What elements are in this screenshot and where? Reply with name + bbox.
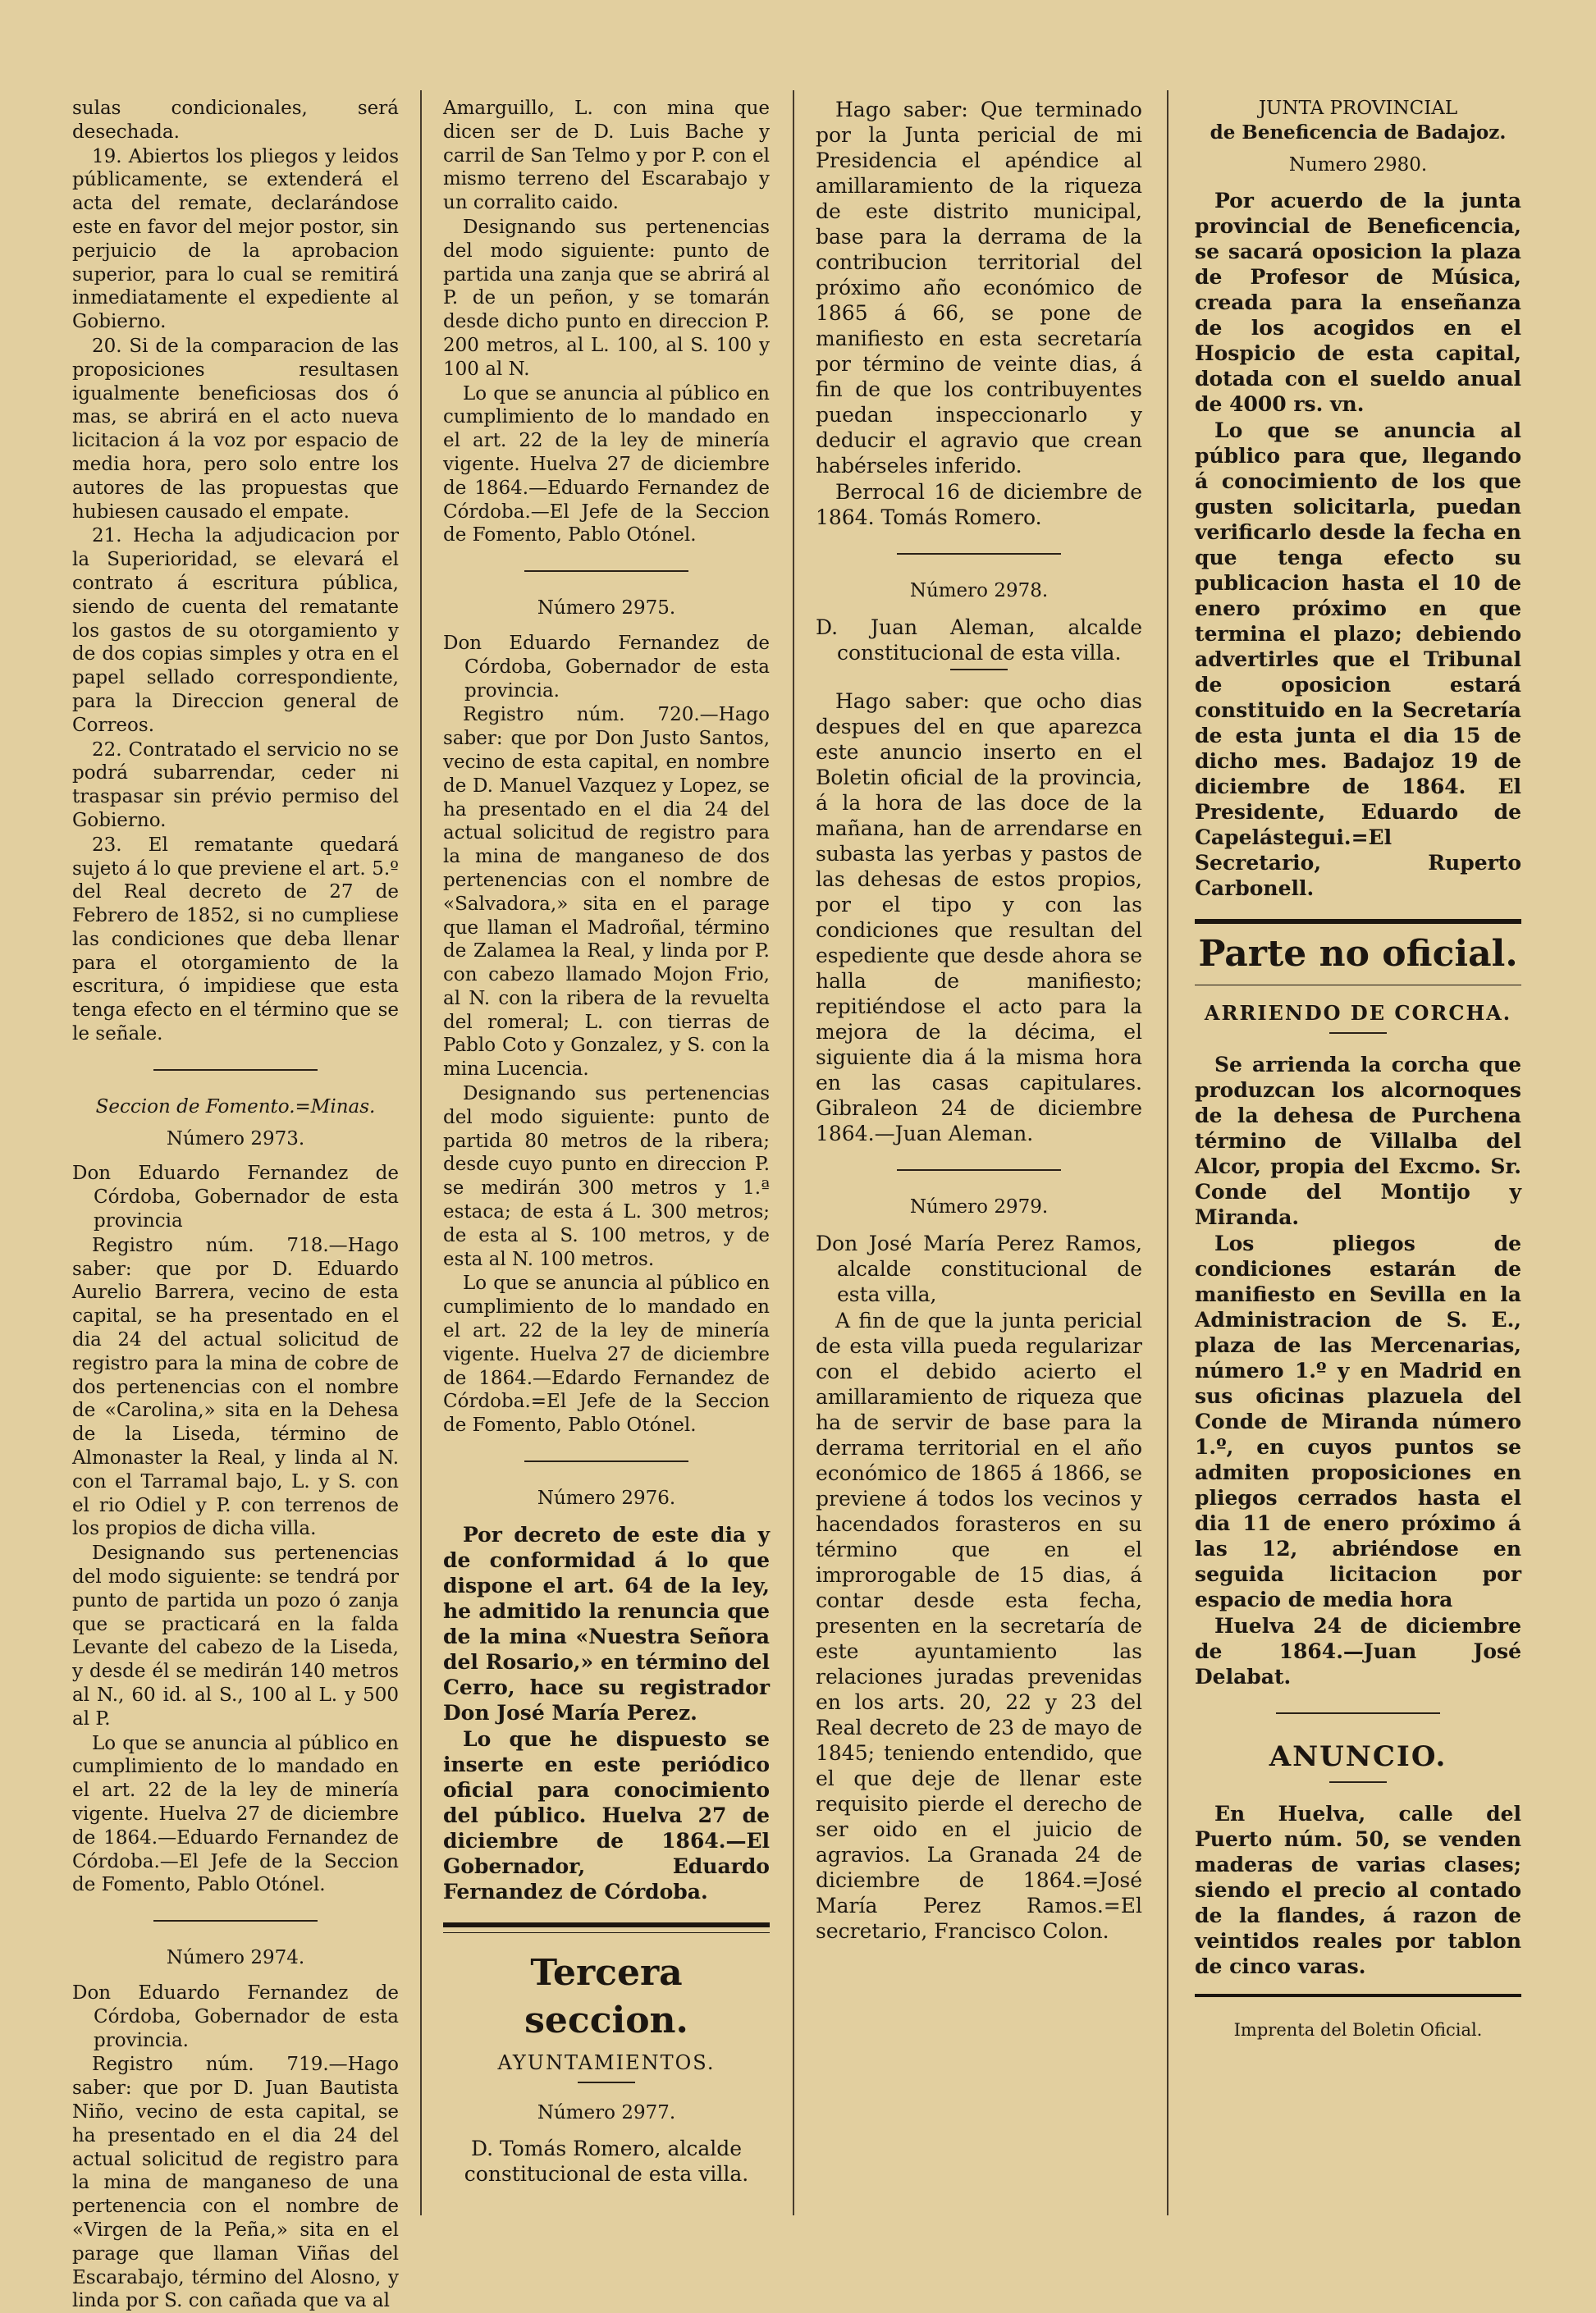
notice-body: Se arrienda la corcha que produzcan los alcornoques de la dehesa de Purchena término de Villalba del Alcor, propia del Excmo. Sr. Conde del Montijo y Miranda.: [1195, 1053, 1521, 1230]
double-rule: [443, 1922, 770, 1927]
column-rule: [793, 90, 794, 2215]
section-title: Seccion de Fomento.=Minas.: [95, 1095, 376, 1118]
separator: [524, 1460, 688, 1462]
notice-body: Huelva 24 de diciembre de 1864.—Juan José Delabat.: [1195, 1614, 1521, 1689]
notice-body: Lo que he dispuesto se inserte en este periódico oficial para conocimiento del público. Huelva 27 de diciembre de 1864.—El Gobernador, Eduardo Fernandez de Córdoba.: [443, 1726, 770, 1904]
short-rule: [578, 2082, 635, 2083]
paragraph: Lo que se anuncia al público en cumplimiento de lo mandado en el art. 22 de la ley de minería vigente. Huelva 27 de diciembre de 1864.—Eduardo Fernandez de Córdoba.—El Jefe de la Seccion de Fomento, Pablo Otónel.: [443, 382, 770, 546]
junta-title: JUNTA PROVINCIAL: [1258, 98, 1458, 119]
paragraph: 22. Contratado el servicio no se podrá subarrendar, ceder ni traspasar sin prévio permiso del Gobierno.: [72, 738, 399, 831]
paragraph: 20. Si de la comparacion de las proposiciones resultasen igualmente beneficiosas dos ó mas, se abrirá en el acto nueva licitacion á la voz por espacio de media hora, pero solo entre los autores de las propuestas que hubiesen causado el empate.: [72, 335, 399, 523]
notice-body: A fin de que la junta pericial de esta villa pueda regularizar con el debido acierto el amillaramiento de riqueza que ha de servir de base para la derrama territorial en el año económico de 1865 á 1866, se previene á todos los vecinos y hacendados forasteros en su término que en el improrogable de 15 dias, á contar desde esta fecha, presenten en la secretaría de este ayuntamiento las relaciones juradas prevenidas en los arts. 20, 22 y 23 del Real decreto de 23 de mayo de 1845; teniendo entendido, que el que deje de llenar este requisito pierde el derecho de ser oido en el juicio de agravios. La Granada 24 de diciembre de 1864.=José María Perez Ramos.=El secretario, Francisco Colon.: [816, 1308, 1142, 1943]
notice-body: Por decreto de este dia y de conformidad á lo que dispone el art. 64 de la ley, he admitido la renuncia que de la mina «Nuestra Señora del Rosario,» en término del Cerro, hace su registrador Don José María Perez.: [443, 1522, 770, 1725]
double-rule: [1195, 919, 1521, 924]
notice-number: Número 2976.: [537, 1488, 676, 1510]
short-rule: [1329, 1032, 1387, 1034]
column-3: [816, 97, 1142, 2197]
notice-body: Designando sus pertenencias del modo siguiente: se tendrá por punto de partida un pozo ó zanja que se practicará en la falda Levante del cabezo de la Liseda, y desde él se medirán 140 metros al N., 60 id. al S., 100 al L. y 500 al P.: [72, 1543, 399, 1730]
section-heading: Tercera seccion.: [524, 1951, 688, 2041]
column-4: [1195, 97, 1521, 2197]
column-2: [443, 97, 770, 2197]
subsection-heading: AYUNTAMIENTOS.: [497, 2050, 716, 2074]
paragraph: Amarguillo, L. con mina que dicen ser de D. Luis Bache y carril de San Telmo y por P. con el mismo terreno del Escarabajo y un corralito caido.: [443, 98, 770, 214]
notice-heading: Don Eduardo Fernandez de Córdoba, Gobernador de esta provincia: [72, 1163, 399, 1232]
notice-number: Número 2975.: [537, 597, 676, 619]
notice-body: Registro núm. 719.—Hago saber: que por D. Juan Bautista Niño, vecino de esta capital, se ha presentado en el dia 24 del actual solicitud de registro para la mina de manganeso de una pertenencia con el nombre de «Virgen de la Peña,» sita en el parage que llaman Viñas del Escarabajo, término del Alosno, y linda por S. con cañada que va al: [72, 2054, 399, 2312]
notice-number: Número 2974.: [166, 1947, 305, 1969]
double-rule: [1195, 1994, 1521, 1997]
notice-number: Número 2978.: [909, 580, 1049, 601]
notice-body: Designando sus pertenencias del modo siguiente: punto de partida 80 metros de la ribera; desde cuyo punto en direccion P. se medirán 300 metros y 1.ª estaca; de esta á L. 300 metros; de esta al S. 100 metros, y de esta al N. 100 metros.: [443, 1083, 770, 1270]
column-1: [72, 97, 399, 2312]
separator: [1276, 1712, 1440, 1714]
separator: [897, 553, 1061, 555]
notice-body: Lo que se anuncia al público en cumplimiento de lo mandado en el art. 22 de la ley de minería vigente. Huelva 27 de diciembre de 1864.—Eduardo Fernandez de Córdoba.—El Jefe de la Seccion de Fomento, Pablo Otónel.: [72, 1732, 399, 1896]
paragraph: 19. Abiertos los pliegos y leidos públicamente, se extenderá el acta del remate, declarándose este en favor del mejor postor, sin perjuicio de la aprobacion superior, para lo cual se remitirá inmediatamente el expediente al Gobierno.: [72, 145, 399, 333]
short-rule: [950, 669, 1008, 670]
notice-body: Lo que se anuncia al público en cumplimiento de lo mandado en el art. 22 de la ley de minería vigente. Huelva 27 de diciembre de 1864.—Edardo Fernandez de Córdoba.=El Jefe de la Seccion de Fomento, Pablo Otónel.: [443, 1273, 770, 1437]
notice-heading: D. Juan Aleman, alcalde constitucional de esta villa.: [816, 615, 1142, 665]
paragraph: Designando sus pertenencias del modo siguiente: punto de partida una zanja que se abrirá al P. de un peñon, y se tomarán desde dicho punto en direccion P. 200 metros, al L. 100, al S. 100 y 100 al N.: [443, 216, 770, 380]
notice-heading: Don Eduardo Fernandez de Córdoba, Gobernador de esta provincia.: [72, 1982, 399, 2051]
section-heading: Parte no oficial.: [1198, 933, 1518, 976]
notice-body: Registro núm. 718.—Hago saber: que por D. Eduardo Aurelio Barrera, vecino de esta capital, se ha presentado en el dia 24 del actual solicitud de registro para la mina de cobre de dos pertenencias con el nombre de «Carolina,» sita en la Dehesa de la Liseda, término de Almonaster la Real, y linda al N. con el Tarramal bajo, L. y S. con el rio Odiel y P. con terrenos de los propios de dicha villa.: [72, 1234, 399, 1540]
notice-heading: Don José María Perez Ramos, alcalde constitucional de esta villa,: [816, 1231, 1142, 1306]
printer-imprint: Imprenta del Boletin Oficial.: [1233, 2020, 1483, 2041]
column-rule: [420, 90, 422, 2215]
paragraph: 21. Hecha la adjudicacion por la Superioridad, se elevará el contrato á escritura pública, siendo de cuenta del rematante los gastos de su otorgamiento y de dos copias simples y otra en el papel sellado correspondiente, para la Direccion general de Correos.: [72, 525, 399, 736]
paragraph: Berrocal 16 de diciembre de 1864. Tomás Romero.: [816, 480, 1142, 529]
separator: [897, 1169, 1061, 1171]
notice-heading: D. Tomás Romero, alcalde constitucional de esta villa.: [464, 2137, 749, 2187]
paragraph: sulas condicionales, será desechada.: [72, 98, 399, 143]
paragraph: Hago saber: Que terminado por la Junta pericial de mi Presidencia el apéndice al amillaramiento de la riqueza de este distrito municipal, base para la derrama de la contribucion territorial del próximo año económico de 1865 á 66, se pone de manifiesto en esta secretaría por término de veinte dias, á fin de que los contribuyentes puedan inspeccionarlo y deducir el agravio que crean habérseles inferido.: [816, 98, 1142, 478]
short-rule: [1329, 1781, 1387, 1783]
notice-number: Numero 2980.: [1288, 153, 1428, 176]
separator: [524, 570, 688, 572]
notice-body: Por acuerdo de la junta provincial de Beneficencia, se sacará oposicion la plaza de Profesor de Música, creada para la enseñanza de los acogidos en el Hospicio de esta capital, dotada con el sueldo anual de 4000 rs. vn.: [1195, 189, 1521, 417]
notice-body: Registro núm. 720.—Hago saber: que por Don Justo Santos, vecino de esta capital, en nombre de D. Manuel Vazquez y Lopez, se ha presentado en el dia 24 del actual solicitud de registro para la mina de manganeso de dos pertenencias con el nombre de «Salvadora,» sita en el parage que llaman el Madroñal, término de Zalamea la Real, y linda por P. con cabezo llamado Mojon Frio, al N. con la ribera de la revuelta del romeral; L. con tierras de Pablo Coto y Gonzalez, y S. con la mina Lucencia.: [443, 704, 770, 1081]
notice-body: Lo que se anuncia al público para que, llegando á conocimiento de los que gusten solicitarla, puedan verificarlo desde la fecha en que tenga efecto su publicacion hasta el 10 de enero próximo en que termina el plazo; debiendo advertirles que el Tribunal de oposicion estará constituido en la Secretaría de esta junta el dia 15 de dicho mes. Badajoz 19 de diciembre de 1864. El Presidente, Eduardo de Capelástegui.=El Secretario, Ruperto Carbonell.: [1195, 418, 1521, 901]
subsection-heading: ARRIENDO DE CORCHA.: [1204, 1001, 1512, 1026]
double-rule: [443, 1932, 770, 1933]
notice-body: En Huelva, calle del Puerto núm. 50, se venden maderas de varias clases; siendo el precio al contado de la flandes, á razon de veintidos reales por tablon de cinco varas.: [1195, 1802, 1521, 1979]
notice-heading: Don Eduardo Fernandez de Córdoba, Gobernador de esta provincia.: [443, 632, 770, 702]
notice-body: Los pliegos de condiciones estarán de manifiesto en Sevilla en la Administracion de S. E., plaza de las Mercenarias, número 1.º y en Madrid en sus oficinas plazuela del Conde de Miranda número 1.º, en cuyos puntos se admiten proposiciones en pliegos cerrados hasta el dia 11 de enero próximo á las 12, abriéndose en seguida licitacion por espacio de media hora: [1195, 1232, 1521, 1612]
junta-subtitle: de Beneficencia de Badajoz.: [1210, 121, 1507, 144]
separator: [153, 1069, 318, 1071]
column-rule: [1167, 90, 1168, 2215]
notice-number: Número 2979.: [909, 1195, 1049, 1218]
paragraph: 23. El rematante quedará sujeto á lo que previene el art. 5.º del Real decreto de 27 de Febrero de 1852, si no cumpliese las condiciones que deba llenar para el otorgamiento de la escritura, ó impidiese que esta tenga efecto en el término que se le señale.: [72, 834, 399, 1045]
notice-number: Número 2977.: [537, 2101, 676, 2123]
anuncio-heading: ANUNCIO.: [1269, 1740, 1447, 1774]
notice-number: Número 2973.: [166, 1127, 305, 1150]
separator: [153, 1920, 318, 1922]
notice-body: Hago saber: que ocho dias despues del en que aparezca este anuncio inserto en el Boletin oficial de la provincia, á la hora de las doce de la mañana, han de arrendarse en subasta las yerbas y pastos de las dehesas de estos propios, por el tipo y con las condiciones que resultan del espediente que desde ahora se halla de manifiesto; repitiéndose el acto para la mejora de la décima, el siguiente dia á la misma hora en las casas capitulares. Gibraleon 24 de diciembre 1864.—Juan Aleman.: [816, 688, 1142, 1145]
